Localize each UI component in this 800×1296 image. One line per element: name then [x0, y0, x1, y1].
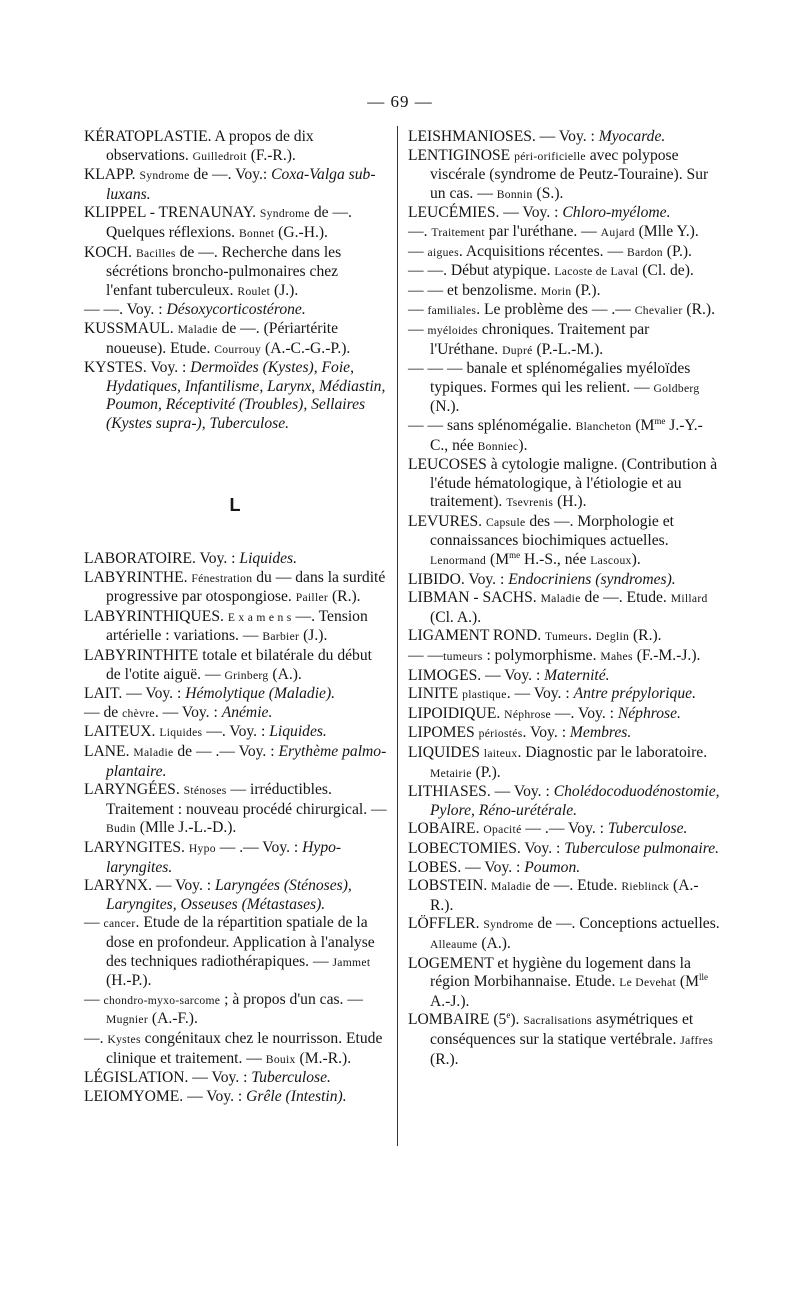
- cross-reference: Membres.: [569, 724, 632, 742]
- entry-text: me: [654, 415, 666, 426]
- entry-text: LEIOMYOME. — Voy. :: [84, 1087, 247, 1105]
- small-caps-text: Syndrome: [483, 918, 534, 932]
- entry-text: LABYRINTHIQUES.: [84, 607, 228, 625]
- right-column: [408, 128, 720, 1069]
- small-caps-text: Syndrome: [139, 169, 190, 183]
- entry-text: (R.).: [682, 301, 715, 319]
- entry-text: KLAPP.: [84, 166, 140, 184]
- index-entry: [408, 456, 720, 513]
- cross-reference: Désoxycorticostérone.: [166, 301, 306, 319]
- entry-text: LIBIDO. Voy. :: [408, 570, 509, 588]
- index-entry: [408, 243, 720, 263]
- entry-text: LOGEMENT et hygiène du logement dans la région Morbihannaise. Etude.: [408, 954, 691, 991]
- index-entry: [408, 417, 720, 456]
- entry-text: KUSSMAUL.: [84, 319, 178, 337]
- entry-text: de —. Etude.: [580, 589, 671, 607]
- page-number: — 69 —: [367, 92, 433, 111]
- entry-text: LIPOIDIQUE.: [408, 704, 505, 722]
- entry-text: (P.).: [571, 281, 601, 299]
- index-entry: [408, 820, 720, 840]
- index-entry: [408, 877, 720, 915]
- entry-text: —. Voy. :: [550, 704, 618, 722]
- index-entry: [408, 282, 720, 302]
- entry-text: . — Voy. :: [154, 703, 222, 721]
- small-caps-text: E x a m e n s: [227, 610, 292, 624]
- small-caps-text: Roulet: [237, 284, 271, 298]
- cross-reference: Hypo-laryngites.: [106, 839, 342, 876]
- entry-text: —.: [84, 1029, 108, 1047]
- entry-text: —: [408, 301, 428, 319]
- small-caps-text: Bardon: [626, 245, 663, 259]
- entry-text: —: [84, 990, 104, 1008]
- index-entry: [408, 783, 720, 820]
- entry-text: (R.).: [430, 1050, 459, 1068]
- small-caps-text: Rieblinck: [621, 880, 670, 894]
- cross-reference: Antre prépylorique.: [573, 685, 696, 703]
- entry-text: . — Voy. :: [506, 685, 574, 703]
- entry-text: LIQUIDES: [408, 744, 484, 761]
- small-caps-text: Courrouy: [214, 342, 262, 356]
- entry-text: KLIPPEL - TRENAUNAY.: [84, 204, 260, 222]
- entry-text: LEUCÉMIES. — Voy. :: [408, 204, 563, 222]
- small-caps-text: Syndrome: [259, 207, 310, 221]
- cross-reference: Anémie.: [221, 703, 273, 721]
- entry-text: LEVURES.: [408, 512, 486, 530]
- index-entry: [84, 301, 388, 320]
- entry-text: — —. Début atypique.: [408, 262, 555, 280]
- index-entry: [408, 955, 720, 1012]
- small-caps-text: Hypo: [188, 842, 216, 855]
- entry-text: (F.-M.-J.).: [632, 647, 701, 665]
- entry-text: —. Tension artérielle : variations. —: [106, 607, 368, 645]
- small-caps-text: Lenormand: [430, 554, 487, 568]
- index-entry: [408, 840, 720, 859]
- small-caps-text: tumeurs: [443, 650, 483, 664]
- entry-text: (R.).: [328, 588, 361, 606]
- small-caps-text: Mugnier: [106, 1013, 149, 1027]
- entry-text: LABYRINTHE.: [84, 568, 192, 586]
- entry-text: —: [84, 914, 104, 932]
- index-entry: [84, 359, 388, 433]
- entry-text: LOMBAIRE (5: [408, 1011, 507, 1029]
- entry-text: — —: [408, 647, 444, 665]
- entry-text: . Voy. :: [522, 724, 570, 742]
- index-entry: [408, 724, 720, 744]
- index-entry: [84, 166, 388, 204]
- entry-text: —. Voy. :: [202, 723, 270, 741]
- entry-text: LARYNGITES.: [84, 839, 189, 856]
- cross-reference: Cholédocoduodénostomie, Pylore, Réno-urétérale.: [430, 783, 720, 819]
- entry-text: LÖFFLER.: [408, 915, 484, 933]
- entry-text: (A.).: [268, 665, 302, 683]
- section-letter: L: [229, 494, 241, 515]
- entry-text: chroniques. Traitement par l'Uréthane.: [430, 320, 650, 358]
- small-caps-text: Metairie: [430, 766, 472, 780]
- entry-text: LABORATOIRE. Voy. :: [84, 550, 240, 568]
- small-caps-text: péri-orificielle: [514, 149, 586, 163]
- small-caps-text: Lacoste de Laval: [554, 265, 639, 279]
- entry-text: LOBSTEIN.: [408, 877, 492, 895]
- small-caps-text: Capsule: [485, 515, 526, 529]
- small-caps-text: Budin: [106, 822, 136, 836]
- entry-text: LIBMAN - SACHS.: [408, 589, 541, 607]
- small-caps-text: familiales: [427, 304, 477, 318]
- entry-text: (M.-R.).: [295, 1049, 352, 1067]
- small-caps-text: Traitement: [431, 225, 485, 239]
- entry-text: — de: [84, 703, 123, 721]
- cross-reference: Dermoïdes (Kystes), Foie, Hydatiques, Infantilisme, Larynx, Médiastin, Poumon, Réceptivité (Troubles), Sellaires (Kystes supra-), Tuberculose.: [106, 359, 386, 432]
- index-entry: [408, 685, 720, 705]
- entry-text: .: [587, 627, 596, 645]
- cross-reference: Liquides.: [239, 550, 298, 568]
- entry-text: (S.).: [532, 184, 564, 202]
- entry-text: (M: [486, 551, 510, 569]
- index-entry: [408, 571, 720, 590]
- entry-text: — — — banale et splénomégalies myéloïdes typiques. Formes qui les relient. —: [408, 360, 691, 396]
- entry-text: ).: [518, 436, 528, 454]
- entry-text: ).: [631, 551, 641, 569]
- small-caps-text: Aujard: [600, 225, 635, 239]
- right-entries: [408, 128, 720, 1069]
- entry-text: (H.).: [553, 493, 587, 511]
- small-caps-text: plastique: [462, 688, 507, 702]
- small-caps-text: Barbier: [262, 630, 300, 644]
- cross-reference: Poumon.: [524, 858, 581, 876]
- small-caps-text: Bonniec: [477, 439, 519, 453]
- small-caps-text: Guilledroit: [192, 149, 247, 163]
- small-caps-text: Tumeurs: [545, 630, 588, 644]
- entry-text: (P.-L.-M.).: [532, 340, 604, 358]
- entry-text: LITHIASES. — Voy. :: [408, 783, 554, 801]
- small-caps-text: Millard: [670, 592, 708, 606]
- cross-reference: Chloro-myélome.: [562, 204, 671, 222]
- entry-text: — — sans splénomégalie.: [408, 416, 576, 434]
- entry-text: (Cl. A.).: [430, 608, 482, 626]
- small-caps-text: périostés: [478, 727, 523, 741]
- entry-text: (A.-F.).: [148, 1010, 198, 1028]
- index-entry: [84, 685, 388, 704]
- entry-text: congénitaux chez le nourrisson. Etude clinique et traitement. —: [106, 1029, 383, 1067]
- entry-text: (J.).: [299, 627, 328, 645]
- entry-text: —.: [408, 222, 432, 240]
- entry-text: — — et benzolisme.: [408, 281, 541, 299]
- small-caps-text: chondro-myxo-sarcome: [103, 993, 221, 1007]
- entry-text: — irréductibles. Traitement : nouveau procédé chirurgical. —: [106, 781, 387, 818]
- entry-text: avec polypose viscérale (syndrome de Peutz-Touraine). Sur un cas. —: [430, 146, 709, 202]
- index-entry: [408, 627, 720, 647]
- entry-text: — —. Voy. :: [84, 301, 167, 319]
- entry-text: de —. (Périartérite noueuse). Etude.: [106, 319, 339, 357]
- entry-text: (M: [676, 973, 699, 991]
- small-caps-text: Maladie: [491, 880, 532, 894]
- small-caps-text: aigues: [427, 245, 459, 259]
- entry-text: (R.).: [629, 627, 662, 645]
- index-entry: [84, 204, 388, 243]
- cross-reference: Hémolytique (Maladie).: [185, 685, 336, 703]
- cross-reference: Myocarde.: [598, 128, 666, 145]
- entry-text: lle: [698, 971, 708, 982]
- small-caps-text: Alleaume: [430, 937, 478, 951]
- entry-text: (Mlle J.-L.-D.).: [135, 819, 237, 837]
- small-caps-text: Liquides: [159, 726, 203, 740]
- small-caps-text: Maladie: [177, 322, 218, 336]
- small-caps-text: Chevalier: [634, 304, 683, 318]
- entry-text: de —. Etude.: [531, 877, 622, 895]
- entry-text: (G.-H.).: [274, 223, 328, 241]
- entry-text: LINITE: [408, 685, 463, 703]
- small-caps-text: Bacilles: [135, 246, 176, 260]
- entry-text: LABYRINTHITE totale et bilatérale du début de l'otite aiguë. —: [84, 647, 372, 683]
- entry-text: du — dans la surdité progressive par otospongiose.: [106, 568, 386, 606]
- index-entry: [84, 608, 388, 647]
- cross-reference: Tuberculose.: [607, 820, 688, 838]
- small-caps-text: Jammet: [332, 955, 371, 969]
- index-entry: [84, 647, 388, 685]
- entry-text: de —. Quelques réflexions.: [106, 204, 352, 241]
- small-caps-text: Bouix: [265, 1052, 296, 1066]
- entry-text: LAITEUX.: [84, 723, 160, 741]
- small-caps-text: Morin: [540, 284, 572, 298]
- small-caps-text: Goldberg: [653, 381, 700, 395]
- index-entry: [408, 223, 720, 243]
- entry-text: (J.).: [270, 281, 299, 299]
- index-entry: [408, 128, 720, 147]
- entry-text: : polymorphisme.: [482, 647, 601, 665]
- index-entry: [408, 321, 720, 360]
- entry-text: LIGAMENT ROND.: [408, 627, 546, 645]
- entry-text: (A.).: [477, 934, 511, 952]
- entry-text: LAIT. — Voy. :: [84, 685, 186, 703]
- index-entry: [84, 991, 388, 1030]
- index-entry: [84, 723, 388, 743]
- entry-text: LIPOMES: [408, 724, 479, 742]
- left-entries-l: [84, 550, 388, 1106]
- left-entries-k: [84, 128, 388, 434]
- cross-reference: Endocriniens (syndromes).: [508, 570, 676, 588]
- small-caps-text: Fénestration: [191, 571, 253, 585]
- entry-text: — .— Voy. :: [521, 820, 608, 838]
- small-caps-text: Blancheton: [575, 419, 632, 433]
- entry-text: KOCH.: [84, 243, 136, 261]
- cross-reference: Tuberculose.: [251, 1069, 331, 1087]
- entry-text: ; à propos d'un cas. —: [220, 990, 363, 1008]
- index-entry: [408, 301, 720, 321]
- entry-text: A.-J.).: [430, 992, 470, 1010]
- entry-text: —: [408, 242, 428, 260]
- left-column: [84, 128, 388, 1106]
- entry-text: (P.).: [471, 763, 501, 781]
- index-entry: [408, 915, 720, 954]
- entry-text: LOBECTOMIES. Voy. :: [408, 839, 565, 857]
- index-entry: [84, 128, 388, 166]
- small-caps-text: Sténoses: [183, 784, 227, 798]
- small-caps-text: Dupré: [502, 343, 533, 357]
- entry-text: de —. Voy.:: [189, 166, 272, 184]
- small-caps-text: cancer: [103, 917, 136, 931]
- entry-text: (H.-P.).: [106, 972, 152, 990]
- entry-text: (P.).: [662, 242, 692, 260]
- index-entry: [84, 550, 388, 569]
- index-entry: [408, 744, 720, 783]
- index-entry: [84, 781, 388, 839]
- entry-text: ).: [510, 1011, 524, 1029]
- index-entry: [408, 513, 720, 571]
- index-entry: [408, 589, 720, 627]
- entry-text: de — .— Voy. :: [173, 743, 279, 761]
- index-entry: [408, 647, 720, 667]
- entry-text: LIMOGES. — Voy. :: [408, 666, 545, 684]
- small-caps-text: Sacralisations: [523, 1014, 592, 1028]
- cross-reference: Tuberculose pulmonaire.: [564, 839, 720, 857]
- small-caps-text: Lascoux: [590, 554, 632, 568]
- small-caps-text: Grinberg: [224, 668, 269, 682]
- entry-text: LÉGISLATION. — Voy. :: [84, 1069, 252, 1087]
- index-entry: [84, 1088, 388, 1107]
- small-caps-text: Tsevrenis: [506, 496, 554, 510]
- entry-text: LARYNX. — Voy. :: [84, 877, 215, 895]
- small-caps-text: Kystes: [107, 1032, 141, 1046]
- index-entry: [408, 667, 720, 686]
- small-caps-text: Le Devehat: [619, 976, 677, 990]
- entry-text: —: [408, 320, 428, 338]
- small-caps-text: Bonnet: [238, 226, 275, 240]
- index-entry: [84, 877, 388, 914]
- cross-reference: Erythème palmo-plantaire.: [106, 743, 387, 780]
- entry-text: KÉRATOPLASTIE. A propos de dix observations.: [84, 128, 314, 164]
- entry-text: me: [509, 549, 521, 560]
- entry-text: . Le problème des — .—: [476, 301, 635, 319]
- entry-text: J.-Y.-C., née: [430, 416, 703, 454]
- index-entry: [84, 569, 388, 608]
- small-caps-text: chèvre: [122, 706, 155, 720]
- entry-text: . Acquisitions récentes. —: [458, 242, 627, 260]
- entry-text: (N.).: [430, 398, 460, 416]
- index-entry: [84, 743, 388, 781]
- entry-text: des —. Morphologie et connaissances biochimiques actuelles.: [430, 512, 674, 550]
- entry-text: asymétriques et conséquences sur la statique vertébrale.: [430, 1011, 694, 1048]
- small-caps-text: Mahes: [600, 650, 633, 664]
- entry-text: e: [506, 1010, 511, 1021]
- small-caps-text: Jaffres: [680, 1033, 714, 1047]
- index-entry: [84, 704, 388, 724]
- index-entry: [84, 914, 388, 990]
- small-caps-text: Maladie: [540, 592, 581, 606]
- index-entry: [408, 147, 720, 205]
- small-caps-text: Pailler: [295, 591, 329, 605]
- index-entry: [408, 1011, 720, 1069]
- cross-reference: Grêle (Intestin).: [246, 1087, 347, 1105]
- entry-text: KYSTES. Voy. :: [84, 359, 191, 377]
- index-entry: [84, 320, 388, 359]
- index-entry: [408, 204, 720, 223]
- index-entry: [84, 839, 388, 877]
- entry-text: de —. Recherche dans les sécrétions broncho-pulmonaires chez l'enfant tuberculeux.: [106, 243, 342, 299]
- entry-text: LEISHMANIOSES. — Voy. :: [408, 128, 599, 145]
- entry-text: (M: [631, 416, 655, 434]
- entry-text: H.-S., née: [520, 551, 591, 569]
- cross-reference: Maternité.: [544, 666, 610, 684]
- entry-text: par l'uréthane. —: [484, 222, 601, 240]
- small-caps-text: Deglin: [595, 630, 630, 644]
- entry-text: LOBAIRE.: [408, 820, 484, 838]
- small-caps-text: Bonnin: [496, 187, 533, 201]
- entry-text: . Diagnostic par le laboratoire.: [517, 744, 708, 761]
- entry-text: de —. Conceptions actuelles.: [533, 915, 720, 933]
- index-entry: [84, 1069, 388, 1088]
- entry-text: (A.-C.-G.-P.).: [261, 339, 351, 357]
- small-caps-text: Maladie: [133, 746, 174, 760]
- cross-reference: Laryngées (Sténoses), Laryngites, Osseuses (Métastases).: [106, 877, 352, 913]
- index-entry: [408, 360, 720, 417]
- entry-text: (Mlle Y.).: [634, 222, 699, 240]
- index-entry: [408, 262, 720, 282]
- entry-text: LOBES. — Voy. :: [408, 858, 525, 876]
- small-caps-text: Néphrose: [504, 707, 551, 721]
- small-caps-text: myéloides: [427, 323, 478, 337]
- column-divider: [397, 126, 398, 1146]
- entry-text: LEUCOSES à cytologie maligne. (Contribution à l'étude hématologique, à l'étiologie et au traitement).: [408, 456, 718, 511]
- entry-text: (Cl. de).: [638, 262, 694, 280]
- entry-text: — .— Voy. :: [215, 839, 303, 856]
- entry-text: (A.-R.).: [430, 877, 699, 914]
- index-entry: [84, 1030, 388, 1069]
- entry-text: (F.-R.).: [246, 146, 296, 164]
- index-entry: [84, 244, 388, 302]
- small-caps-text: laiteux: [483, 747, 518, 760]
- cross-reference: Néphrose.: [617, 704, 681, 722]
- entry-text: LARYNGÉES.: [84, 781, 184, 799]
- cross-reference: Coxa-Valga sub-luxans.: [106, 166, 376, 203]
- index-entry: [408, 705, 720, 725]
- entry-text: . Etude de la répartition spatiale de la dose en profondeur. Application à l'analyse des techniques radiothérapiques. —: [106, 914, 375, 970]
- entry-text: LANE.: [84, 743, 134, 761]
- small-caps-text: Opacité: [483, 823, 522, 837]
- cross-reference: Liquides.: [269, 723, 327, 741]
- index-entry: [408, 859, 720, 878]
- entry-text: LENTIGINOSE: [408, 146, 515, 164]
